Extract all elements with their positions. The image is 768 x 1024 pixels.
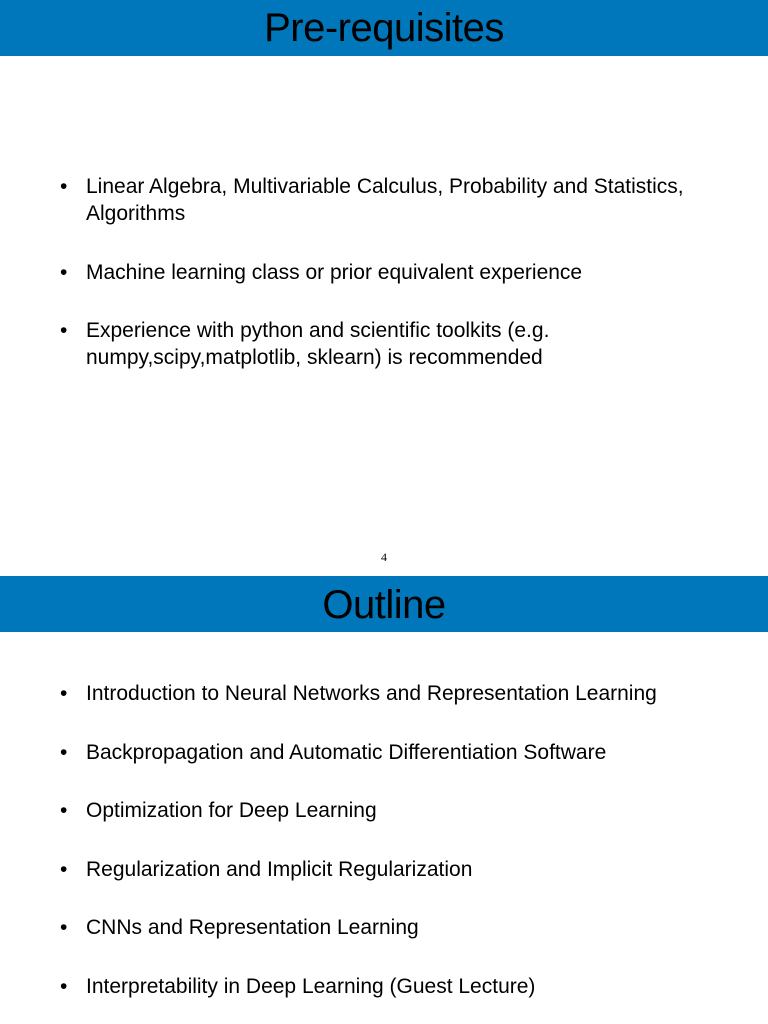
list-item	[0, 973, 768, 1000]
slide-outline	[0, 576, 768, 1024]
list-item-text: Regularization and Implicit Regularization	[86, 857, 473, 881]
bullet-icon: •	[60, 175, 68, 198]
list-item	[0, 856, 768, 883]
list-item-text: Optimization for Deep Learning	[86, 799, 377, 823]
bullet-list	[0, 680, 768, 1024]
bullet-icon: •	[60, 319, 68, 342]
bullet-icon: •	[60, 682, 68, 705]
title-bar	[0, 0, 768, 56]
bullet-icon: •	[60, 261, 68, 284]
list-item-text: Machine learning class or prior equivalent experience	[86, 261, 583, 284]
list-item	[0, 317, 768, 371]
bullet-icon: •	[60, 974, 68, 998]
bullet-icon: •	[60, 857, 68, 881]
list-item-text: Backpropagation and Automatic Differentiation Software	[86, 740, 607, 764]
list-item	[0, 914, 768, 941]
list-item	[0, 797, 768, 824]
list-item-text: Interpretability in Deep Learning (Guest Lecture)	[86, 974, 536, 998]
list-item	[0, 739, 768, 766]
page-number: 4	[381, 550, 387, 564]
bullet-list	[0, 173, 768, 403]
slide-title: Outline	[322, 583, 446, 627]
bullet-icon: •	[60, 916, 68, 940]
list-item	[0, 173, 768, 227]
list-item-text: Introduction to Neural Networks and Representation Learning	[86, 682, 657, 705]
title-bar	[0, 576, 768, 632]
slide-title: Pre-requisites	[264, 6, 504, 50]
list-item-text: Linear Algebra, Multivariable Calculus, Probability and Statistics, Algorithms	[86, 175, 684, 225]
bullet-icon: •	[60, 799, 68, 823]
bullet-icon: •	[60, 740, 68, 764]
list-item	[0, 259, 768, 286]
list-item-text: Experience with python and scientific toolkits (e.g. numpy,scipy,matplotlib, sklearn) is recommended	[86, 319, 550, 369]
list-item-text: CNNs and Representation Learning	[86, 916, 419, 940]
list-item	[0, 680, 768, 707]
